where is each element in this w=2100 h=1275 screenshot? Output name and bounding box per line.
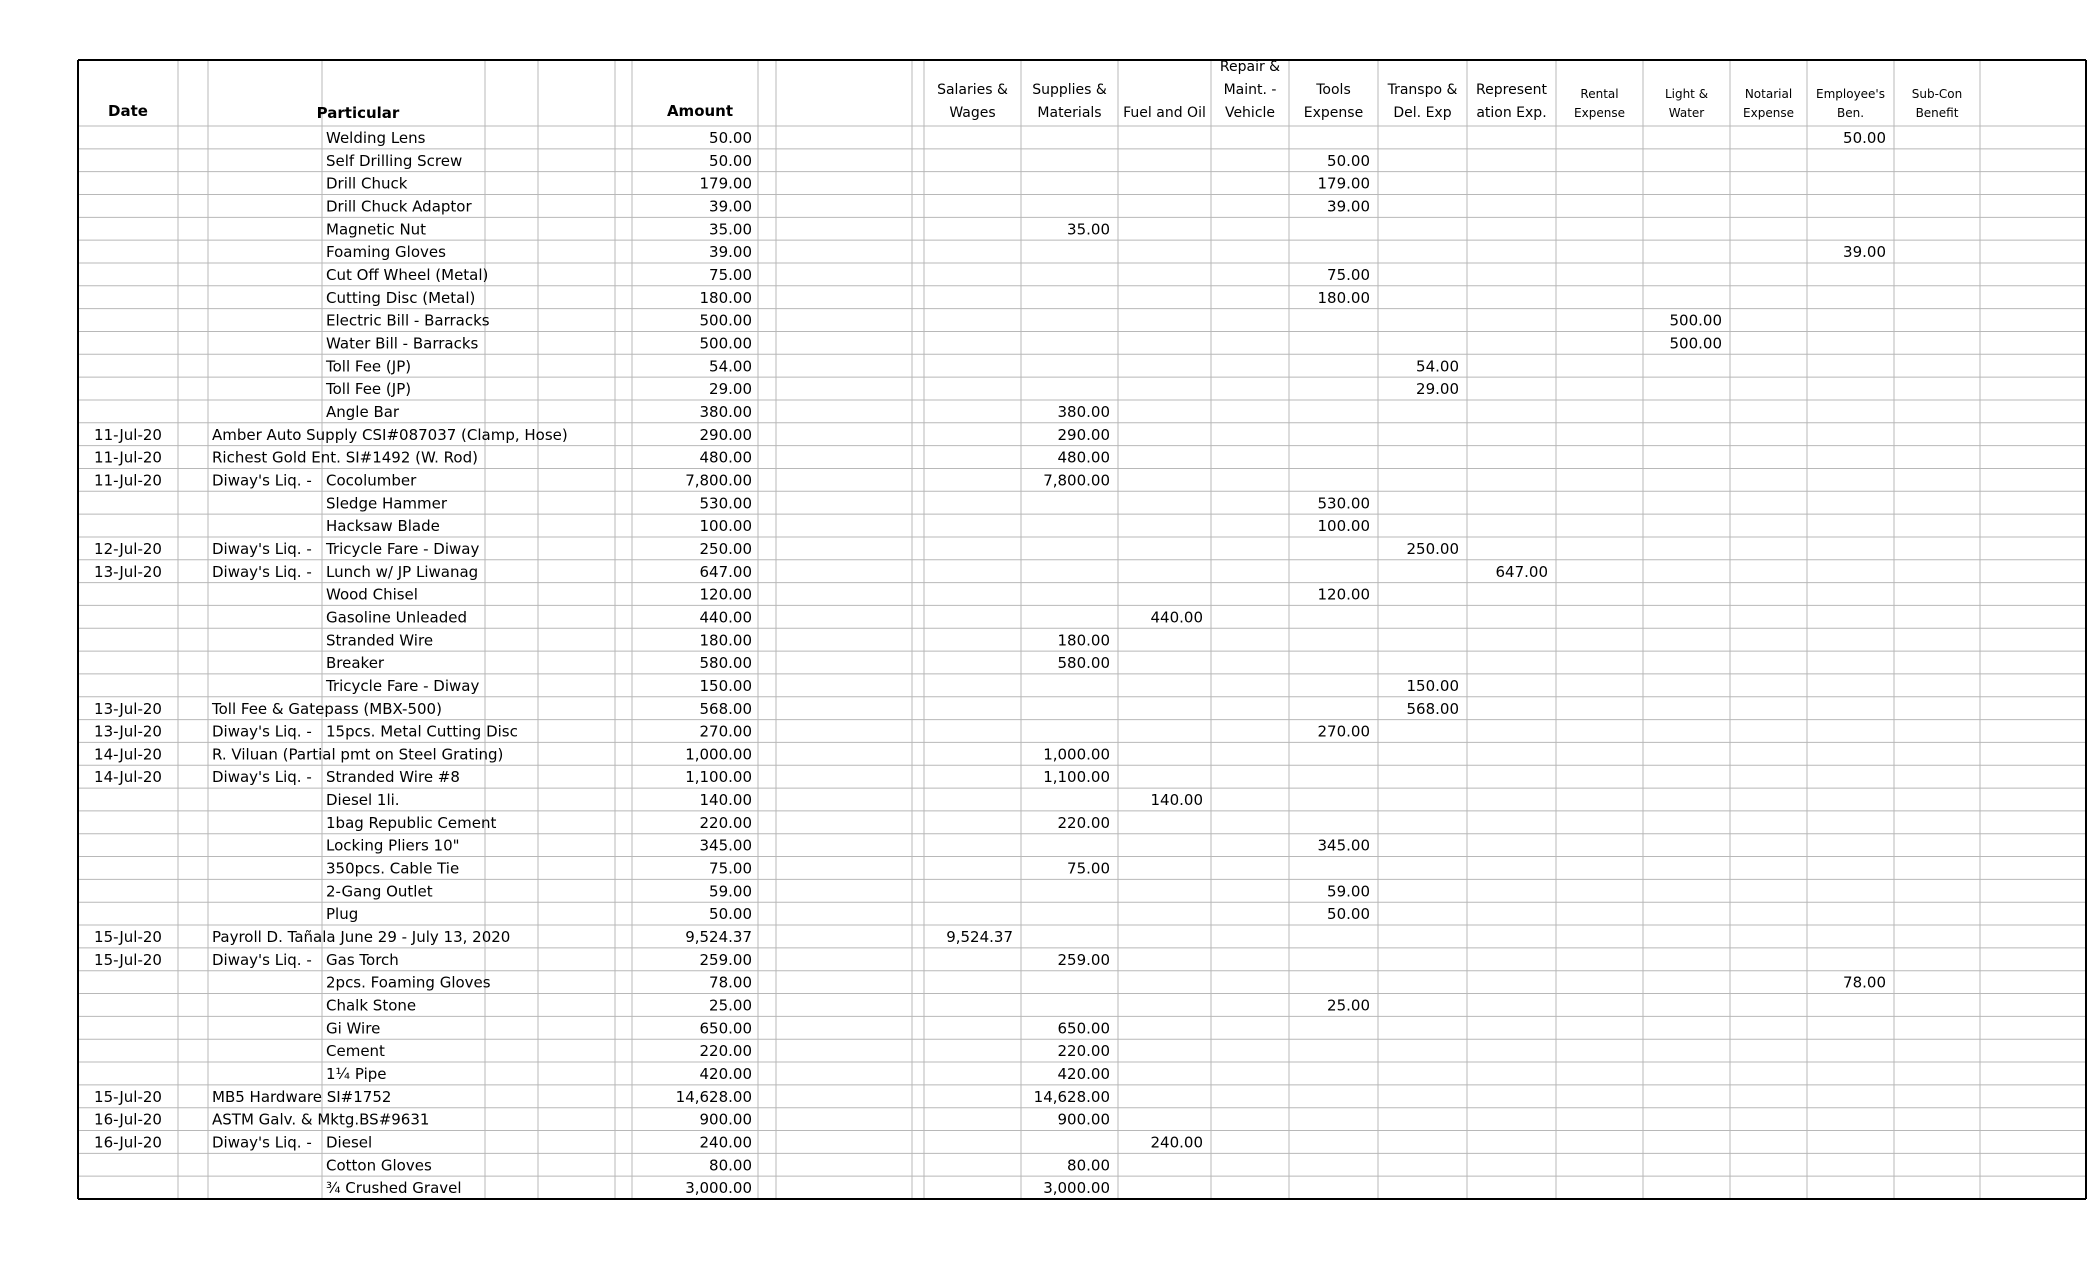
row-distribution-cell: 568.00 <box>1406 699 1459 718</box>
row-amount: 290.00 <box>699 425 752 444</box>
row-particular: Cement <box>326 1042 385 1061</box>
row-amount: 650.00 <box>699 1019 752 1038</box>
row-amount: 380.00 <box>699 402 752 421</box>
category-header-11: Sub-Con <box>1911 87 1963 101</box>
row-distribution-cell: 3,000.00 <box>1043 1179 1110 1198</box>
row-amount: 50.00 <box>709 151 752 170</box>
row-distribution-cell: 50.00 <box>1843 129 1886 147</box>
row-distribution-cell: 440.00 <box>1150 608 1203 627</box>
row-particular: ¾ Crushed Gravel <box>326 1179 462 1198</box>
row-distribution-cell: 345.00 <box>1317 836 1370 855</box>
row-particular: Tricycle Fare - Diway <box>326 676 480 695</box>
row-amount: 3,000.00 <box>685 1179 752 1198</box>
row-distribution-cell: 75.00 <box>1327 265 1370 284</box>
row-distribution-cell: 50.00 <box>1327 905 1370 924</box>
row-distribution-cell: 7,800.00 <box>1043 471 1110 490</box>
row-amount: 220.00 <box>699 1042 752 1061</box>
category-header-4: Tools <box>1316 82 1351 98</box>
row-party: R. Viluan (Partial pmt on Steel Grating) <box>212 745 504 764</box>
row-distribution-cell: 270.00 <box>1317 722 1370 741</box>
row-date: 13-Jul-20 <box>94 699 162 718</box>
row-party: MB5 Hardware SI#1752 <box>212 1087 392 1106</box>
row-amount: 530.00 <box>699 494 752 513</box>
row-amount: 59.00 <box>709 882 752 901</box>
category-header-6: ation Exp. <box>1476 105 1547 121</box>
row-distribution-cell: 1,000.00 <box>1043 745 1110 764</box>
category-header-9: Notarial <box>1744 87 1793 101</box>
category-header-0: Salaries & <box>937 82 1008 98</box>
row-particular: Foaming Gloves <box>326 243 446 262</box>
row-particular: Cotton Gloves <box>326 1156 432 1175</box>
row-distribution-cell: 9,524.37 <box>946 928 1013 947</box>
row-party: Diway's Liq. - <box>212 950 312 969</box>
row-particular: 1bag Republic Cement <box>326 813 497 832</box>
row-particular: Diesel <box>326 1133 373 1152</box>
row-distribution-cell: 29.00 <box>1416 380 1459 399</box>
date-header: Date <box>108 102 148 120</box>
particular-header: Particular <box>316 104 400 122</box>
row-distribution-cell: 39.00 <box>1843 243 1886 262</box>
row-date: 14-Jul-20 <box>94 768 162 787</box>
row-distribution-cell: 500.00 <box>1669 311 1722 330</box>
row-date: 15-Jul-20 <box>94 1087 162 1106</box>
row-amount: 50.00 <box>709 905 752 924</box>
row-distribution-cell: 500.00 <box>1669 334 1722 353</box>
row-amount: 220.00 <box>699 813 752 832</box>
row-amount: 75.00 <box>709 265 752 284</box>
row-date: 12-Jul-20 <box>94 539 162 558</box>
row-party: Diway's Liq. - <box>212 471 312 490</box>
row-distribution-cell: 240.00 <box>1150 1133 1203 1152</box>
row-particular: Angle Bar <box>326 402 400 421</box>
row-distribution-cell: 420.00 <box>1057 1065 1110 1084</box>
amount-header: Amount <box>666 102 734 120</box>
category-header-8: Light & <box>1664 87 1709 101</box>
row-amount: 440.00 <box>699 608 752 627</box>
row-distribution-cell: 100.00 <box>1317 517 1370 536</box>
row-distribution-cell: 290.00 <box>1057 425 1110 444</box>
row-amount: 100.00 <box>699 517 752 536</box>
row-particular: Toll Fee (JP) <box>326 357 412 376</box>
row-particular: Cocolumber <box>326 471 417 490</box>
row-particular: 1¼ Pipe <box>326 1065 387 1084</box>
row-distribution-cell: 14,628.00 <box>1033 1087 1110 1106</box>
row-amount: 180.00 <box>699 288 752 307</box>
row-particular: Sledge Hammer <box>326 494 448 513</box>
row-party: Payroll D. Tañala June 29 - July 13, 2020 <box>212 928 511 947</box>
row-particular: 350pcs. Cable Tie <box>326 859 460 878</box>
row-amount: 568.00 <box>699 699 752 718</box>
row-distribution-cell: 220.00 <box>1057 1042 1110 1061</box>
row-party: ASTM Galv. & Mktg.BS#9631 <box>212 1110 430 1129</box>
row-distribution-cell: 120.00 <box>1317 585 1370 604</box>
category-header-0: Wages <box>949 105 996 121</box>
row-amount: 345.00 <box>699 836 752 855</box>
row-distribution-cell: 39.00 <box>1327 197 1370 216</box>
row-amount: 54.00 <box>709 357 752 376</box>
row-particular: Locking Pliers 10" <box>326 836 460 855</box>
row-distribution-cell: 580.00 <box>1057 654 1110 673</box>
row-amount: 500.00 <box>699 334 752 353</box>
category-header-8: Water <box>1668 106 1705 120</box>
row-date: 11-Jul-20 <box>94 425 162 444</box>
row-party: Richest Gold Ent. SI#1492 (W. Rod) <box>212 448 478 467</box>
category-header-10: Ben. <box>1836 106 1865 120</box>
row-distribution-cell: 25.00 <box>1327 996 1370 1015</box>
row-amount: 14,628.00 <box>675 1087 752 1106</box>
row-particular: 15pcs. Metal Cutting Disc <box>326 722 518 741</box>
row-date: 15-Jul-20 <box>94 928 162 947</box>
row-particular: Toll Fee (JP) <box>326 380 412 399</box>
row-distribution-cell: 380.00 <box>1057 402 1110 421</box>
row-particular: Stranded Wire <box>326 631 434 650</box>
category-header-2: Fuel and Oil <box>1123 105 1206 121</box>
row-date: 14-Jul-20 <box>94 745 162 764</box>
row-distribution-cell: 180.00 <box>1057 631 1110 650</box>
row-amount: 500.00 <box>699 311 752 330</box>
row-date: 13-Jul-20 <box>94 722 162 741</box>
row-amount: 580.00 <box>699 654 752 673</box>
row-particular: Tricycle Fare - Diway <box>326 539 480 558</box>
row-distribution-cell: 250.00 <box>1406 539 1459 558</box>
category-header-3: Repair & <box>1219 59 1281 75</box>
row-distribution-cell: 180.00 <box>1317 288 1370 307</box>
row-distribution-cell: 78.00 <box>1843 973 1886 992</box>
category-header-3: Maint. - <box>1223 82 1277 98</box>
row-distribution-cell: 480.00 <box>1057 448 1110 467</box>
row-amount: 9,524.37 <box>685 928 752 947</box>
row-amount: 480.00 <box>699 448 752 467</box>
row-particular: Cutting Disc (Metal) <box>326 288 476 307</box>
row-amount: 150.00 <box>699 676 752 695</box>
row-amount: 120.00 <box>699 585 752 604</box>
row-amount: 80.00 <box>709 1156 752 1175</box>
row-amount: 250.00 <box>699 539 752 558</box>
row-amount: 179.00 <box>699 174 752 193</box>
category-header-1: Materials <box>1037 105 1102 121</box>
row-particular: 2pcs. Foaming Gloves <box>326 973 491 992</box>
row-amount: 647.00 <box>699 562 752 581</box>
row-party: Diway's Liq. - <box>212 562 312 581</box>
row-distribution-cell: 50.00 <box>1327 151 1370 170</box>
row-amount: 259.00 <box>699 950 752 969</box>
row-distribution-cell: 647.00 <box>1495 562 1548 581</box>
category-header-6: Represent <box>1476 82 1547 98</box>
row-particular: Chalk Stone <box>326 996 417 1015</box>
row-party: Diway's Liq. - <box>212 1133 312 1152</box>
row-particular: Electric Bill - Barracks <box>326 311 490 330</box>
row-particular: Diesel 1li. <box>326 791 400 810</box>
row-amount: 39.00 <box>709 197 752 216</box>
category-header-3: Vehicle <box>1224 105 1276 121</box>
row-date: 11-Jul-20 <box>94 471 162 490</box>
row-particular: 2-Gang Outlet <box>326 882 433 901</box>
row-amount: 39.00 <box>709 243 752 262</box>
row-particular: Gi Wire <box>326 1019 381 1038</box>
category-header-11: Benefit <box>1915 106 1959 120</box>
row-amount: 900.00 <box>699 1110 752 1129</box>
row-distribution-cell: 54.00 <box>1416 357 1459 376</box>
category-header-7: Expense <box>1574 106 1625 120</box>
category-header-4: Expense <box>1303 105 1364 121</box>
row-particular: Wood Chisel <box>326 585 418 604</box>
row-party: Amber Auto Supply CSI#087037 (Clamp, Hose) <box>212 425 568 444</box>
row-party: Toll Fee & Gatepass (MBX-500) <box>212 699 442 718</box>
row-distribution-cell: 35.00 <box>1067 220 1110 239</box>
row-particular: Gasoline Unleaded <box>326 608 467 627</box>
row-particular: Self Drilling Screw <box>326 151 463 170</box>
row-particular: Breaker <box>326 654 385 673</box>
row-distribution-cell: 900.00 <box>1057 1110 1110 1129</box>
row-date: 15-Jul-20 <box>94 950 162 969</box>
row-distribution-cell: 80.00 <box>1067 1156 1110 1175</box>
row-particular: Lunch w/ JP Liwanag <box>326 562 479 581</box>
row-date: 11-Jul-20 <box>94 448 162 467</box>
row-amount: 270.00 <box>699 722 752 741</box>
row-amount: 29.00 <box>709 380 752 399</box>
row-particular: Magnetic Nut <box>326 220 427 239</box>
row-amount: 1,000.00 <box>685 745 752 764</box>
row-date: 16-Jul-20 <box>94 1110 162 1129</box>
row-particular: Cut Off Wheel (Metal) <box>326 265 489 284</box>
row-distribution-cell: 220.00 <box>1057 813 1110 832</box>
row-amount: 78.00 <box>709 973 752 992</box>
row-amount: 180.00 <box>699 631 752 650</box>
row-particular: Gas Torch <box>326 950 399 969</box>
row-amount: 35.00 <box>709 220 752 239</box>
row-party: Diway's Liq. - <box>212 768 312 787</box>
row-particular: Stranded Wire #8 <box>326 768 460 787</box>
row-amount: 50.00 <box>709 129 752 147</box>
row-distribution-cell: 1,100.00 <box>1043 768 1110 787</box>
row-particular: Drill Chuck Adaptor <box>326 197 472 216</box>
row-date: 13-Jul-20 <box>94 562 162 581</box>
row-amount: 420.00 <box>699 1065 752 1084</box>
category-header-5: Transpo & <box>1387 82 1458 98</box>
row-distribution-cell: 140.00 <box>1150 791 1203 810</box>
row-party: Diway's Liq. - <box>212 722 312 741</box>
row-distribution-cell: 75.00 <box>1067 859 1110 878</box>
row-amount: 140.00 <box>699 791 752 810</box>
row-distribution-cell: 150.00 <box>1406 676 1459 695</box>
row-amount: 1,100.00 <box>685 768 752 787</box>
row-date: 16-Jul-20 <box>94 1133 162 1152</box>
row-party: Diway's Liq. - <box>212 539 312 558</box>
row-particular: Plug <box>326 905 359 924</box>
category-header-10: Employee's <box>1816 87 1885 101</box>
row-particular: Drill Chuck <box>326 174 408 193</box>
category-header-9: Expense <box>1743 106 1794 120</box>
category-header-7: Rental <box>1580 87 1619 101</box>
row-distribution-cell: 179.00 <box>1317 174 1370 193</box>
category-header-5: Del. Exp <box>1393 105 1452 121</box>
row-amount: 7,800.00 <box>685 471 752 490</box>
row-particular: Welding Lens <box>326 129 426 147</box>
row-amount: 75.00 <box>709 859 752 878</box>
row-particular: Water Bill - Barracks <box>326 334 479 353</box>
category-header-1: Supplies & <box>1032 82 1107 98</box>
row-distribution-cell: 530.00 <box>1317 494 1370 513</box>
row-distribution-cell: 650.00 <box>1057 1019 1110 1038</box>
row-distribution-cell: 59.00 <box>1327 882 1370 901</box>
row-amount: 25.00 <box>709 996 752 1015</box>
row-particular: Hacksaw Blade <box>326 517 440 536</box>
row-distribution-cell: 259.00 <box>1057 950 1110 969</box>
row-amount: 240.00 <box>699 1133 752 1152</box>
